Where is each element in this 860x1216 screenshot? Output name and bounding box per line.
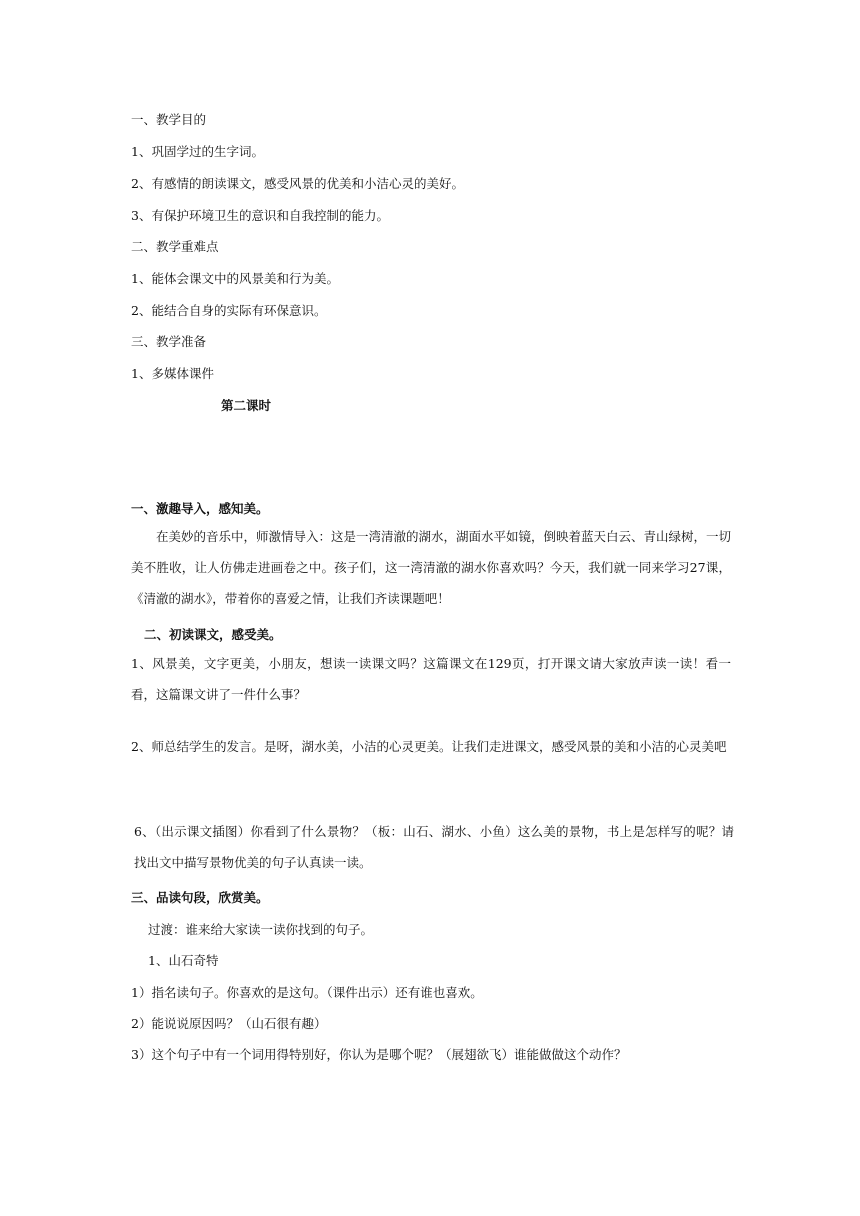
- step-item: 3）这个句子中有一个词用得特别好，你认为是哪个呢？（展翅欲飞）谁能做做这个动作？: [131, 1047, 627, 1062]
- heading-key-points: 二、教学重难点: [131, 239, 219, 254]
- preparation-item: 1、多媒体课件: [131, 366, 214, 381]
- reading-item: 6、（出示课文插图）你看到了什么景物？（板：山石、湖水、小鱼）这么美的景物，书上是怎样写的呢？请找出文中描写景物优美的句子认真读一读。: [134, 824, 734, 870]
- step-item: 2）能说说原因吗？（山石很有趣）: [131, 1016, 327, 1031]
- step-item: 1）指名读句子。你喜欢的是这句。（课件出示）还有谁也喜欢。: [131, 985, 483, 1000]
- section-heading: 二、初读课文，感受美。: [144, 627, 282, 642]
- reading-item: 1、风景美，文字更美，小朋友，想读一读课文吗？这篇课文在129页，打开课文请大家放声读一读！看一看，这篇课文讲了一件什么事？: [131, 656, 731, 702]
- section-heading: 三、品读句段，欣赏美。: [131, 890, 269, 905]
- reading-item: 2、师总结学生的发言。是呀，湖水美，小洁的心灵更美。让我们走进课文，感受风景的美和小洁的心灵美吧: [131, 739, 727, 754]
- subsection-title: 1、山石奇特: [148, 953, 219, 968]
- heading-preparation: 三、教学准备: [131, 334, 207, 349]
- transition-text: 过渡：谁来给大家读一读你找到的句子。: [148, 922, 374, 937]
- key-point-item: 1、能体会课文中的风景美和行为美。: [131, 271, 339, 286]
- heading-teaching-goals: 一、教学目的: [131, 112, 207, 127]
- lesson-title: 第二课时: [221, 398, 272, 413]
- intro-paragraph: 在美妙的音乐中，师激情导入：这是一湾清澈的湖水，湖面水平如镜，倒映着蓝天白云、青山绿树，一切美不胜收，让人仿佛走进画卷之中。孩子们，这一湾清澈的湖水你喜欢吗？今天，我们就一同来学习27课，《清澈的湖水》，带着你的喜爱之情，让我们齐读课题吧！: [131, 529, 732, 606]
- goal-item: 1、巩固学过的生字词。: [131, 144, 264, 159]
- goal-item: 3、有保护环境卫生的意识和自我控制的能力。: [131, 208, 389, 223]
- section-heading: 一、激趣导入，感知美。: [131, 501, 269, 516]
- goal-item: 2、有感情的朗读课文，感受风景的优美和小洁心灵的美好。: [131, 176, 464, 191]
- key-point-item: 2、能结合自身的实际有环保意识。: [131, 303, 327, 318]
